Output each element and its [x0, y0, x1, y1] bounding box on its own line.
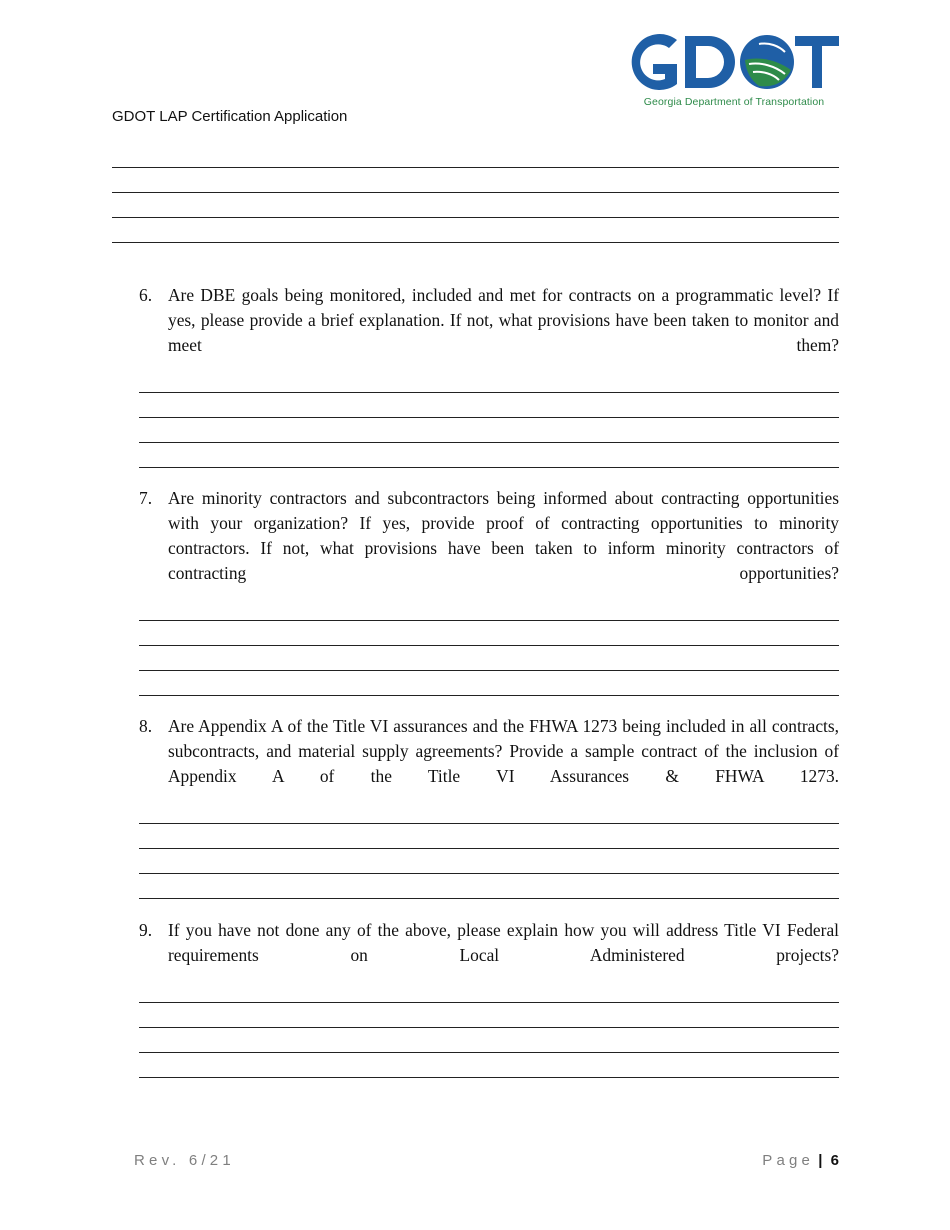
- logo-letter-g: [632, 34, 677, 90]
- gdot-logo: [619, 30, 841, 114]
- answer-line[interactable]: [139, 848, 839, 849]
- answer-line[interactable]: [139, 442, 839, 443]
- answer-line[interactable]: [139, 417, 839, 418]
- logo-letter-t: [795, 36, 839, 88]
- answer-line[interactable]: [139, 1052, 839, 1053]
- question-number: 9.: [139, 920, 153, 940]
- question-text: If you have not done any of the above, please explain how you will address Title VI Federal requirements on Local Administered projects?: [168, 920, 839, 965]
- answer-line[interactable]: [139, 695, 839, 696]
- question-text: Are DBE goals being monitored, included and met for contracts on a programmatic level? If yes, please provide a brief explanation. If not, what provisions have been taken to monitor and meet them?: [168, 285, 839, 355]
- answer-line[interactable]: [112, 192, 839, 193]
- answer-line[interactable]: [139, 898, 839, 899]
- question-7: [139, 486, 839, 611]
- answer-line[interactable]: [112, 217, 839, 218]
- answer-line[interactable]: [139, 1027, 839, 1028]
- answer-line[interactable]: [139, 392, 839, 393]
- answer-line[interactable]: [139, 823, 839, 824]
- answer-line[interactable]: [139, 670, 839, 671]
- question-text: Are Appendix A of the Title VI assurances and the FHWA 1273 being included in all contracts, subcontracts, and material supply agreements? Provide a sample contract of the inclusion of Appendix A of the Title VI Assurances & FHWA 1273.: [168, 716, 839, 786]
- document-title: GDOT LAP Certification Application: [112, 108, 348, 125]
- answer-line[interactable]: [139, 1077, 839, 1078]
- answer-line[interactable]: [139, 467, 839, 468]
- answer-line[interactable]: [112, 167, 839, 168]
- revision-label: Rev. 6/21: [134, 1152, 235, 1169]
- question-number: 6.: [139, 285, 153, 305]
- page-number-block: [762, 1152, 839, 1169]
- question-6: [139, 283, 839, 383]
- page-separator: |: [818, 1152, 823, 1169]
- answer-line[interactable]: [139, 873, 839, 874]
- answer-line[interactable]: [139, 645, 839, 646]
- answer-line[interactable]: [139, 620, 839, 621]
- answer-line[interactable]: [139, 1002, 839, 1003]
- question-number: 7.: [139, 488, 153, 508]
- page-label: Page: [762, 1152, 815, 1169]
- question-text: Are minority contractors and subcontractors being informed about contracting opportunities with your organization? If yes, provide proof of contracting opportunities to minority contractors. If not, what provisions have been taken to inform minority contractors of contracting opportunities?: [168, 488, 839, 583]
- page-number: 6: [830, 1152, 839, 1169]
- logo-subtitle: Georgia Department of Transportation: [643, 96, 825, 108]
- question-number: 8.: [139, 716, 153, 736]
- question-8: [139, 714, 839, 814]
- answer-line[interactable]: [112, 242, 839, 243]
- logo-letter-d: [685, 36, 735, 88]
- question-9: [139, 918, 839, 993]
